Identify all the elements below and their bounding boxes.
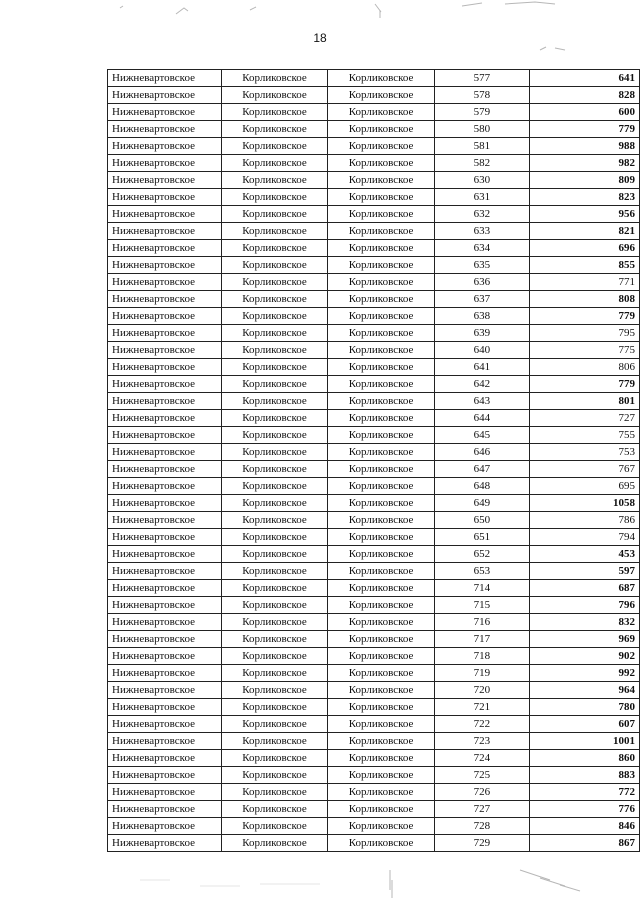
well-number-cell: 582 bbox=[434, 155, 529, 172]
field-cell: Корликовское bbox=[221, 665, 328, 682]
field-cell: Корликовское bbox=[221, 614, 328, 631]
license-area-cell: Корликовское bbox=[328, 495, 435, 512]
field-cell: Корликовское bbox=[221, 733, 328, 750]
table-row bbox=[108, 308, 640, 325]
field-cell: Корликовское bbox=[221, 325, 328, 342]
value-cell: 867 bbox=[529, 835, 639, 852]
license-area-cell: Корликовское bbox=[328, 580, 435, 597]
license-area-cell: Корликовское bbox=[328, 563, 435, 580]
table-row bbox=[108, 750, 640, 767]
district-cell: Нижневартовское bbox=[108, 614, 222, 631]
well-number-cell: 721 bbox=[434, 699, 529, 716]
field-cell: Корликовское bbox=[221, 410, 328, 427]
table-row bbox=[108, 138, 640, 155]
field-cell: Корликовское bbox=[221, 648, 328, 665]
field-cell: Корликовское bbox=[221, 597, 328, 614]
license-area-cell: Корликовское bbox=[328, 274, 435, 291]
well-number-cell: 643 bbox=[434, 393, 529, 410]
well-number-cell: 581 bbox=[434, 138, 529, 155]
field-cell: Корликовское bbox=[221, 716, 328, 733]
field-cell: Корликовское bbox=[221, 529, 328, 546]
license-area-cell: Корликовское bbox=[328, 699, 435, 716]
district-cell: Нижневартовское bbox=[108, 223, 222, 240]
well-number-cell: 640 bbox=[434, 342, 529, 359]
field-cell: Корликовское bbox=[221, 155, 328, 172]
table-row bbox=[108, 682, 640, 699]
data-table bbox=[107, 69, 640, 852]
license-area-cell: Корликовское bbox=[328, 155, 435, 172]
value-cell: 860 bbox=[529, 750, 639, 767]
value-cell: 806 bbox=[529, 359, 639, 376]
field-cell: Корликовское bbox=[221, 274, 328, 291]
value-cell: 779 bbox=[529, 376, 639, 393]
license-area-cell: Корликовское bbox=[328, 393, 435, 410]
well-number-cell: 648 bbox=[434, 478, 529, 495]
license-area-cell: Корликовское bbox=[328, 597, 435, 614]
table-row bbox=[108, 291, 640, 308]
field-cell: Корликовское bbox=[221, 818, 328, 835]
well-number-cell: 577 bbox=[434, 70, 529, 87]
field-cell: Корликовское bbox=[221, 631, 328, 648]
table-row bbox=[108, 342, 640, 359]
value-cell: 779 bbox=[529, 308, 639, 325]
field-cell: Корликовское bbox=[221, 478, 328, 495]
license-area-cell: Корликовское bbox=[328, 546, 435, 563]
district-cell: Нижневартовское bbox=[108, 138, 222, 155]
field-cell: Корликовское bbox=[221, 206, 328, 223]
well-number-cell: 649 bbox=[434, 495, 529, 512]
value-cell: 696 bbox=[529, 240, 639, 257]
well-number-cell: 715 bbox=[434, 597, 529, 614]
district-cell: Нижневартовское bbox=[108, 648, 222, 665]
table-row bbox=[108, 648, 640, 665]
field-cell: Корликовское bbox=[221, 376, 328, 393]
field-cell: Корликовское bbox=[221, 580, 328, 597]
well-number-cell: 726 bbox=[434, 784, 529, 801]
district-cell: Нижневартовское bbox=[108, 342, 222, 359]
field-cell: Корликовское bbox=[221, 835, 328, 852]
well-number-cell: 717 bbox=[434, 631, 529, 648]
well-number-cell: 639 bbox=[434, 325, 529, 342]
license-area-cell: Корликовское bbox=[328, 325, 435, 342]
district-cell: Нижневартовское bbox=[108, 767, 222, 784]
table-row bbox=[108, 784, 640, 801]
value-cell: 828 bbox=[529, 87, 639, 104]
table-row bbox=[108, 580, 640, 597]
table-row bbox=[108, 597, 640, 614]
district-cell: Нижневартовское bbox=[108, 257, 222, 274]
table-row bbox=[108, 529, 640, 546]
field-cell: Корликовское bbox=[221, 359, 328, 376]
value-cell: 846 bbox=[529, 818, 639, 835]
table-row bbox=[108, 699, 640, 716]
well-number-cell: 636 bbox=[434, 274, 529, 291]
district-cell: Нижневартовское bbox=[108, 580, 222, 597]
district-cell: Нижневартовское bbox=[108, 478, 222, 495]
license-area-cell: Корликовское bbox=[328, 716, 435, 733]
well-number-cell: 642 bbox=[434, 376, 529, 393]
table-row bbox=[108, 614, 640, 631]
license-area-cell: Корликовское bbox=[328, 410, 435, 427]
field-cell: Корликовское bbox=[221, 291, 328, 308]
table-row bbox=[108, 512, 640, 529]
license-area-cell: Корликовское bbox=[328, 172, 435, 189]
table-row bbox=[108, 410, 640, 427]
well-number-cell: 716 bbox=[434, 614, 529, 631]
well-number-cell: 723 bbox=[434, 733, 529, 750]
district-cell: Нижневартовское bbox=[108, 410, 222, 427]
table-row bbox=[108, 240, 640, 257]
well-number-cell: 635 bbox=[434, 257, 529, 274]
value-cell: 695 bbox=[529, 478, 639, 495]
well-number-cell: 638 bbox=[434, 308, 529, 325]
value-cell: 969 bbox=[529, 631, 639, 648]
table-row bbox=[108, 393, 640, 410]
value-cell: 855 bbox=[529, 257, 639, 274]
license-area-cell: Корликовское bbox=[328, 818, 435, 835]
district-cell: Нижневартовское bbox=[108, 512, 222, 529]
well-number-cell: 644 bbox=[434, 410, 529, 427]
field-cell: Корликовское bbox=[221, 801, 328, 818]
district-cell: Нижневартовское bbox=[108, 495, 222, 512]
field-cell: Корликовское bbox=[221, 121, 328, 138]
well-number-cell: 714 bbox=[434, 580, 529, 597]
field-cell: Корликовское bbox=[221, 70, 328, 87]
district-cell: Нижневартовское bbox=[108, 172, 222, 189]
table-row bbox=[108, 427, 640, 444]
table-row bbox=[108, 563, 640, 580]
district-cell: Нижневартовское bbox=[108, 733, 222, 750]
field-cell: Корликовское bbox=[221, 563, 328, 580]
value-cell: 809 bbox=[529, 172, 639, 189]
table-row bbox=[108, 376, 640, 393]
well-number-cell: 633 bbox=[434, 223, 529, 240]
license-area-cell: Корликовское bbox=[328, 444, 435, 461]
field-cell: Корликовское bbox=[221, 87, 328, 104]
district-cell: Нижневартовское bbox=[108, 597, 222, 614]
table-row bbox=[108, 155, 640, 172]
value-cell: 727 bbox=[529, 410, 639, 427]
table-row bbox=[108, 206, 640, 223]
license-area-cell: Корликовское bbox=[328, 359, 435, 376]
district-cell: Нижневартовское bbox=[108, 206, 222, 223]
district-cell: Нижневартовское bbox=[108, 121, 222, 138]
district-cell: Нижневартовское bbox=[108, 750, 222, 767]
field-cell: Корликовское bbox=[221, 257, 328, 274]
license-area-cell: Корликовское bbox=[328, 529, 435, 546]
district-cell: Нижневартовское bbox=[108, 631, 222, 648]
district-cell: Нижневартовское bbox=[108, 240, 222, 257]
license-area-cell: Корликовское bbox=[328, 835, 435, 852]
district-cell: Нижневартовское bbox=[108, 716, 222, 733]
license-area-cell: Корликовское bbox=[328, 138, 435, 155]
table-row bbox=[108, 444, 640, 461]
value-cell: 755 bbox=[529, 427, 639, 444]
table-row bbox=[108, 104, 640, 121]
district-cell: Нижневартовское bbox=[108, 189, 222, 206]
district-cell: Нижневартовское bbox=[108, 699, 222, 716]
value-cell: 607 bbox=[529, 716, 639, 733]
table-row bbox=[108, 835, 640, 852]
well-number-cell: 722 bbox=[434, 716, 529, 733]
value-cell: 776 bbox=[529, 801, 639, 818]
license-area-cell: Корликовское bbox=[328, 376, 435, 393]
value-cell: 780 bbox=[529, 699, 639, 716]
district-cell: Нижневартовское bbox=[108, 291, 222, 308]
value-cell: 808 bbox=[529, 291, 639, 308]
value-cell: 1001 bbox=[529, 733, 639, 750]
value-cell: 902 bbox=[529, 648, 639, 665]
value-cell: 771 bbox=[529, 274, 639, 291]
license-area-cell: Корликовское bbox=[328, 308, 435, 325]
license-area-cell: Корликовское bbox=[328, 631, 435, 648]
table-row bbox=[108, 801, 640, 818]
district-cell: Нижневартовское bbox=[108, 682, 222, 699]
table-row bbox=[108, 223, 640, 240]
field-cell: Корликовское bbox=[221, 784, 328, 801]
license-area-cell: Корликовское bbox=[328, 257, 435, 274]
field-cell: Корликовское bbox=[221, 393, 328, 410]
district-cell: Нижневартовское bbox=[108, 801, 222, 818]
license-area-cell: Корликовское bbox=[328, 342, 435, 359]
well-number-cell: 725 bbox=[434, 767, 529, 784]
district-cell: Нижневартовское bbox=[108, 376, 222, 393]
value-cell: 772 bbox=[529, 784, 639, 801]
field-cell: Корликовское bbox=[221, 495, 328, 512]
license-area-cell: Корликовское bbox=[328, 427, 435, 444]
license-area-cell: Корликовское bbox=[328, 87, 435, 104]
district-cell: Нижневартовское bbox=[108, 274, 222, 291]
district-cell: Нижневартовское bbox=[108, 665, 222, 682]
value-cell: 801 bbox=[529, 393, 639, 410]
table-row bbox=[108, 495, 640, 512]
table-row bbox=[108, 325, 640, 342]
well-number-cell: 720 bbox=[434, 682, 529, 699]
table-row bbox=[108, 716, 640, 733]
district-cell: Нижневартовское bbox=[108, 546, 222, 563]
district-cell: Нижневартовское bbox=[108, 444, 222, 461]
value-cell: 795 bbox=[529, 325, 639, 342]
page-number: 18 bbox=[313, 31, 327, 45]
well-number-cell: 630 bbox=[434, 172, 529, 189]
well-number-cell: 647 bbox=[434, 461, 529, 478]
field-cell: Корликовское bbox=[221, 189, 328, 206]
well-number-cell: 728 bbox=[434, 818, 529, 835]
value-cell: 796 bbox=[529, 597, 639, 614]
well-number-cell: 651 bbox=[434, 529, 529, 546]
table-row bbox=[108, 461, 640, 478]
table-row bbox=[108, 172, 640, 189]
district-cell: Нижневартовское bbox=[108, 835, 222, 852]
table-row bbox=[108, 121, 640, 138]
district-cell: Нижневартовское bbox=[108, 308, 222, 325]
table-row bbox=[108, 257, 640, 274]
field-cell: Корликовское bbox=[221, 750, 328, 767]
license-area-cell: Корликовское bbox=[328, 733, 435, 750]
field-cell: Корликовское bbox=[221, 138, 328, 155]
license-area-cell: Корликовское bbox=[328, 784, 435, 801]
license-area-cell: Корликовское bbox=[328, 206, 435, 223]
district-cell: Нижневартовское bbox=[108, 104, 222, 121]
field-cell: Корликовское bbox=[221, 767, 328, 784]
table-row bbox=[108, 359, 640, 376]
field-cell: Корликовское bbox=[221, 172, 328, 189]
field-cell: Корликовское bbox=[221, 308, 328, 325]
license-area-cell: Корликовское bbox=[328, 665, 435, 682]
table-row bbox=[108, 87, 640, 104]
value-cell: 641 bbox=[529, 70, 639, 87]
value-cell: 992 bbox=[529, 665, 639, 682]
field-cell: Корликовское bbox=[221, 223, 328, 240]
district-cell: Нижневартовское bbox=[108, 87, 222, 104]
district-cell: Нижневартовское bbox=[108, 529, 222, 546]
table-row bbox=[108, 274, 640, 291]
district-cell: Нижневартовское bbox=[108, 70, 222, 87]
field-cell: Корликовское bbox=[221, 444, 328, 461]
value-cell: 821 bbox=[529, 223, 639, 240]
well-number-cell: 641 bbox=[434, 359, 529, 376]
table-row bbox=[108, 733, 640, 750]
well-number-cell: 632 bbox=[434, 206, 529, 223]
well-number-cell: 580 bbox=[434, 121, 529, 138]
well-number-cell: 650 bbox=[434, 512, 529, 529]
license-area-cell: Корликовское bbox=[328, 121, 435, 138]
value-cell: 786 bbox=[529, 512, 639, 529]
license-area-cell: Корликовское bbox=[328, 614, 435, 631]
field-cell: Корликовское bbox=[221, 682, 328, 699]
value-cell: 832 bbox=[529, 614, 639, 631]
license-area-cell: Корликовское bbox=[328, 240, 435, 257]
field-cell: Корликовское bbox=[221, 427, 328, 444]
license-area-cell: Корликовское bbox=[328, 512, 435, 529]
license-area-cell: Корликовское bbox=[328, 801, 435, 818]
well-number-cell: 579 bbox=[434, 104, 529, 121]
well-number-cell: 729 bbox=[434, 835, 529, 852]
well-number-cell: 652 bbox=[434, 546, 529, 563]
license-area-cell: Корликовское bbox=[328, 478, 435, 495]
well-number-cell: 727 bbox=[434, 801, 529, 818]
well-number-cell: 724 bbox=[434, 750, 529, 767]
well-number-cell: 653 bbox=[434, 563, 529, 580]
table-row bbox=[108, 767, 640, 784]
license-area-cell: Корликовское bbox=[328, 104, 435, 121]
field-cell: Корликовское bbox=[221, 546, 328, 563]
field-cell: Корликовское bbox=[221, 240, 328, 257]
table-row bbox=[108, 478, 640, 495]
table-row bbox=[108, 631, 640, 648]
value-cell: 597 bbox=[529, 563, 639, 580]
district-cell: Нижневартовское bbox=[108, 427, 222, 444]
well-number-cell: 631 bbox=[434, 189, 529, 206]
value-cell: 823 bbox=[529, 189, 639, 206]
field-cell: Корликовское bbox=[221, 104, 328, 121]
district-cell: Нижневартовское bbox=[108, 784, 222, 801]
well-number-cell: 719 bbox=[434, 665, 529, 682]
district-cell: Нижневартовское bbox=[108, 563, 222, 580]
license-area-cell: Корликовское bbox=[328, 682, 435, 699]
table-row bbox=[108, 70, 640, 87]
value-cell: 775 bbox=[529, 342, 639, 359]
value-cell: 988 bbox=[529, 138, 639, 155]
table-row bbox=[108, 818, 640, 835]
district-cell: Нижневартовское bbox=[108, 461, 222, 478]
field-cell: Корликовское bbox=[221, 512, 328, 529]
value-cell: 779 bbox=[529, 121, 639, 138]
value-cell: 982 bbox=[529, 155, 639, 172]
district-cell: Нижневартовское bbox=[108, 393, 222, 410]
field-cell: Корликовское bbox=[221, 461, 328, 478]
well-number-cell: 718 bbox=[434, 648, 529, 665]
value-cell: 1058 bbox=[529, 495, 639, 512]
well-number-cell: 637 bbox=[434, 291, 529, 308]
district-cell: Нижневартовское bbox=[108, 359, 222, 376]
well-number-cell: 646 bbox=[434, 444, 529, 461]
value-cell: 956 bbox=[529, 206, 639, 223]
district-cell: Нижневартовское bbox=[108, 818, 222, 835]
license-area-cell: Корликовское bbox=[328, 70, 435, 87]
well-number-cell: 634 bbox=[434, 240, 529, 257]
value-cell: 794 bbox=[529, 529, 639, 546]
license-area-cell: Корликовское bbox=[328, 223, 435, 240]
license-area-cell: Корликовское bbox=[328, 461, 435, 478]
well-number-cell: 645 bbox=[434, 427, 529, 444]
value-cell: 753 bbox=[529, 444, 639, 461]
license-area-cell: Корликовское bbox=[328, 648, 435, 665]
table-row bbox=[108, 665, 640, 682]
license-area-cell: Корликовское bbox=[328, 750, 435, 767]
table-row bbox=[108, 189, 640, 206]
field-cell: Корликовское bbox=[221, 699, 328, 716]
value-cell: 964 bbox=[529, 682, 639, 699]
license-area-cell: Корликовское bbox=[328, 189, 435, 206]
district-cell: Нижневартовское bbox=[108, 325, 222, 342]
field-cell: Корликовское bbox=[221, 342, 328, 359]
value-cell: 600 bbox=[529, 104, 639, 121]
district-cell: Нижневартовское bbox=[108, 155, 222, 172]
value-cell: 767 bbox=[529, 461, 639, 478]
value-cell: 687 bbox=[529, 580, 639, 597]
value-cell: 883 bbox=[529, 767, 639, 784]
table-row bbox=[108, 546, 640, 563]
value-cell: 453 bbox=[529, 546, 639, 563]
license-area-cell: Корликовское bbox=[328, 767, 435, 784]
well-number-cell: 578 bbox=[434, 87, 529, 104]
license-area-cell: Корликовское bbox=[328, 291, 435, 308]
